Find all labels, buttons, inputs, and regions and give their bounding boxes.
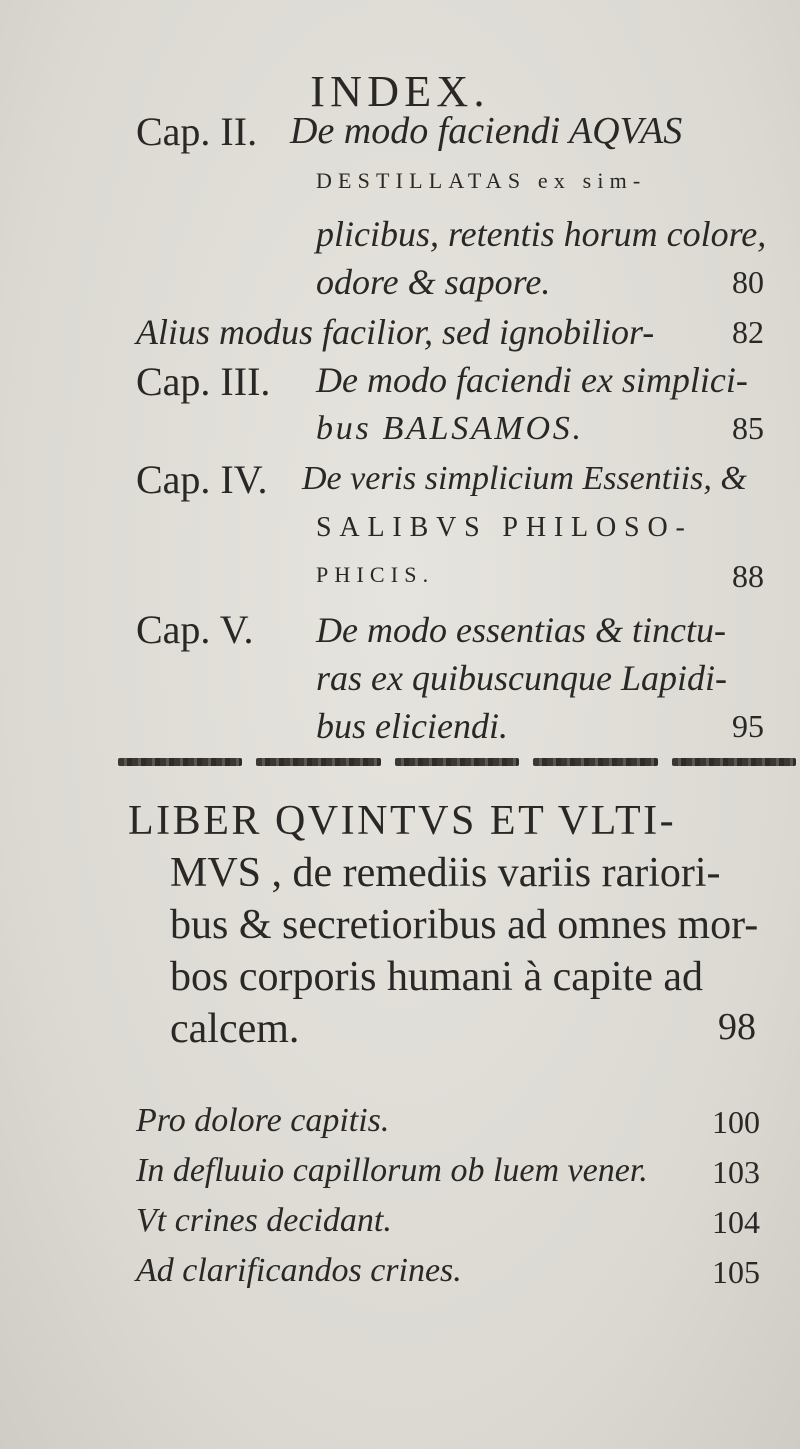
chapter-label-4: Cap. IV. bbox=[136, 457, 268, 502]
chapter-label-2: Cap. II. bbox=[136, 109, 258, 154]
toc-line: SALIBVS PHILOSO- bbox=[316, 512, 693, 543]
page-title: INDEX. bbox=[310, 67, 490, 116]
rule-segment bbox=[256, 758, 380, 766]
toc-line: bus BALSAMOS. bbox=[316, 410, 584, 447]
page-number: 80 bbox=[732, 264, 764, 300]
rule-segment bbox=[672, 758, 796, 766]
liber-line: calcem. bbox=[170, 1006, 300, 1052]
page-number: 105 bbox=[712, 1254, 760, 1290]
rule-segment bbox=[395, 758, 519, 766]
liber-line: bos corporis humani à capite ad bbox=[170, 954, 703, 1000]
page-number: 98 bbox=[718, 1006, 756, 1048]
toc-line: De veris simplicium Essentiis, & bbox=[302, 460, 747, 497]
index-entry: Ad clarificandos crines. bbox=[136, 1252, 462, 1289]
toc-line: De modo essentias & tinctu- bbox=[316, 610, 726, 650]
rule-segment bbox=[118, 758, 242, 766]
page-number: 88 bbox=[732, 558, 764, 594]
toc-line: bus eliciendi. bbox=[316, 706, 508, 746]
page-number: 103 bbox=[712, 1154, 760, 1190]
toc-line: plicibus, retentis horum colore, bbox=[316, 214, 767, 254]
index-entry: Pro dolore capitis. bbox=[136, 1102, 390, 1139]
liber-line: MVS , de remediis variis rariori- bbox=[170, 850, 721, 896]
chapter-label-5: Cap. V. bbox=[136, 607, 254, 652]
toc-line: Alius modus facilior, sed ignobilior- bbox=[136, 312, 655, 352]
toc-line: PHICIS. bbox=[316, 562, 435, 587]
chapter-label-3: Cap. III. bbox=[136, 359, 271, 404]
liber-heading: LIBER QVINTVS ET VLTI- bbox=[128, 798, 677, 844]
index-entry: Vt crines decidant. bbox=[136, 1202, 392, 1239]
toc-line: De modo faciendi ex simplici- bbox=[316, 360, 748, 400]
page-number: 100 bbox=[712, 1104, 760, 1140]
page-number: 104 bbox=[712, 1204, 760, 1240]
rule-segment bbox=[533, 758, 657, 766]
toc-line: DESTILLATAS ex sim- bbox=[316, 168, 647, 193]
liber-line: bus & secretioribus ad omnes mor- bbox=[170, 902, 759, 948]
page-number: 82 bbox=[732, 314, 764, 350]
page-number: 85 bbox=[732, 410, 764, 446]
toc-line: De modo faciendi AQVAS bbox=[290, 110, 683, 152]
index-entry: In defluuio capillorum ob luem vener. bbox=[136, 1152, 648, 1189]
page-number: 95 bbox=[732, 708, 764, 744]
ornamental-rule bbox=[118, 758, 796, 766]
toc-line: ras ex quibuscunque Lapidi- bbox=[316, 658, 727, 698]
toc-line: odore & sapore. bbox=[316, 262, 551, 302]
